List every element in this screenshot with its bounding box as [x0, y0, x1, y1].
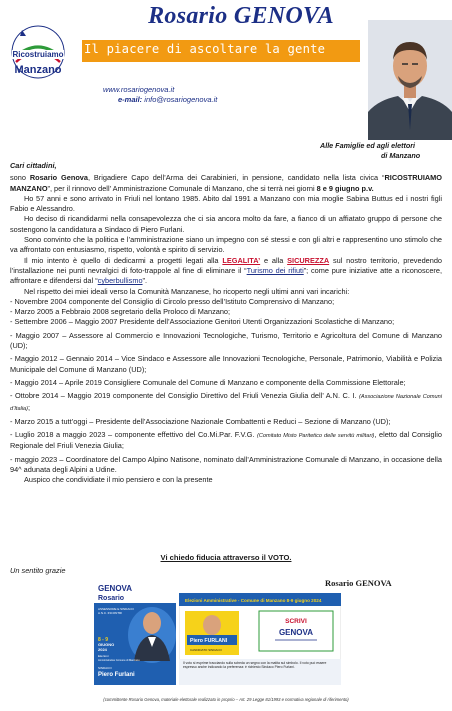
intro-list-name: RICOSTRUIAMO MANZANO	[10, 173, 442, 193]
flyer-candidate-name: Piero FURLANI	[190, 638, 228, 644]
closing-line: Auspico che condividiate il mio pensiero e con la presente	[24, 475, 213, 485]
flyer-role-line2: A.N.C. INCONTRI	[98, 611, 123, 615]
paragraph-bio: Ho 57 anni e sono arrivato in Friuli nel lontano 1985. Abito dal 1991 a Manzano con mia moglie Sabina Buttus ed i nostri figli Fabio e Alessandro.	[10, 193, 442, 214]
intro-dates: 8 e 9 giugno p.v.	[316, 183, 374, 193]
legalita-highlight: LEGALITA’	[222, 255, 261, 265]
thanks-line: Un sentito grazie	[10, 566, 66, 575]
greeting: Cari cittadini,	[10, 161, 57, 170]
dedication-line-1: Alle Famiglie ed agli elettori	[320, 141, 416, 150]
dedication-line-2: di Manzano	[381, 151, 421, 160]
flyer-write-label: SCRIVI	[285, 618, 307, 625]
role-item: - Marzo 2015 a tutt’oggi – Presidente dell’Associazione Nazionale Combattenti e Reduci – Sezione di Manzano (UD);	[10, 416, 391, 426]
sicurezza-highlight: SICUREZZA	[287, 255, 330, 265]
flyer-ballot-card	[179, 593, 341, 685]
role-item: - Settembre 2006 – Maggio 2007 Presidente dell’Associazione Genitori Utenti Organizzazioni Scolastiche di Manzano;	[10, 317, 395, 327]
role-item: - Novembre 2004 componente del Consiglio di Circolo presso dell’Istituto Comprensivo di Manzano;	[10, 296, 335, 306]
flyer-role-line1: ASSESSORE E SINDACO	[98, 607, 134, 611]
paragraph-program: Il mio intento è quello di dedicarmi a progetti legati alla LEGALITA’ e alla SICUREZZA sul nostro territorio, prevedendo l’installazione nei punti nevralgici di foto-trappole al fine di eliminare il “Turismo dei rifiuti”; come pure iniziative atte a riconoscere, affrontare e difendersi dal “cyberbullismo”.	[10, 255, 442, 286]
flyer-name-line2: Rosario	[98, 595, 125, 602]
flyer-mayor-label: SINDACO	[98, 666, 112, 670]
flyer-month: GIUGNO	[98, 642, 115, 647]
letter-body	[10, 161, 442, 486]
logo-text-bottom: Manzano	[14, 64, 62, 76]
flyer-candidate-card	[94, 581, 176, 685]
turismo-rifiuti-highlight: Turismo dei rifiuti	[246, 265, 304, 275]
signature: Rosario GENOVA	[325, 578, 392, 588]
email-line	[118, 95, 217, 104]
role-item: - maggio 2023 – Coordinatore del Campo Alpino Natisone, nominato dall’Amministrazione Comunale di Manzano, in occasione della 94^ adunata degli Alpini a Udine.	[10, 454, 442, 475]
candidate-portrait	[368, 20, 452, 140]
intro-name: Rosario Genova	[29, 173, 88, 183]
logo-text-top: Ricostruiamo	[12, 50, 64, 59]
ricostruiamo-manzano-logo	[8, 24, 68, 80]
flyer-footer-text: Il voto si esprime tracciando sulla scheda un segno con la matita sul simbolo. Il voto può essere espresso anche indicando la preferenza: è richiesto Sindaco Piero Furlani.	[183, 661, 327, 670]
flyer-election-line1: Elezioni	[98, 654, 109, 658]
cyberbullismo-highlight: cyberbullismo	[97, 276, 143, 286]
role-item: - Maggio 2014 – Aprile 2019 Consigliere Comunale del Comune di Manzano e componente della Commissione Elettorale;	[10, 377, 406, 387]
flyer-election-line2: Amministrative Comune di Manzano	[98, 659, 140, 662]
website-link[interactable]: www.rosariogenova.it	[103, 85, 175, 94]
role-item: - Ottobre 2014 – Maggio 2019 componente del Consiglio Direttivo del Friuli Venezia Giulia dell’ A.N. C. I. (Associazione Nazionale Comuni d’Italia);	[10, 391, 442, 412]
legal-footnote: (committente Rosario Genova, materiale elettorale realizzato in proprio – Art. 29 Legge 81/1993 e normativa regionale di riferimento)	[103, 697, 349, 702]
flyer-candidate-sub: CANDIDATO SINDACO	[190, 648, 222, 652]
email-label: e-mail:	[118, 95, 143, 104]
role-item: - Luglio 2018 a maggio 2023 – componente effettivo del Co.Mi.Par. F.V.G. (Comitato Misto Paritetico delle servitù militari), eletto dal Consiglio Regionale del Friuli Venezia Giulia;	[10, 430, 442, 451]
paragraph-intro: sono Rosario Genova, Brigadiere Capo dell’Arma dei Carabinieri, in pensione, candidato nella lista civica “RICOSTRUIAMO MANZANO”, per il rinnovo dell’ Amministrazione Comunale di Manzano, che si terrà nei giorni 8 e 9 giugno p.v.	[10, 173, 442, 193]
email-link[interactable]: info@rosariogenova.it	[144, 95, 218, 104]
flyer-headline: Elezioni Amministrative - Comune di Manzano 8-9 giugno 2024	[185, 598, 322, 603]
flyer-dates: 8 - 9	[98, 637, 109, 643]
flyer-year: 2024	[98, 647, 107, 652]
flyer-mayor-name: Piero Furlani	[98, 672, 135, 678]
slogan-text: Il piacere di ascoltare la gente	[84, 42, 326, 56]
paragraph-roles-intro: Nel rispetto dei miei ideali verso la Comunità Manzanese, ho ricoperto negli ultimi anni vari incarichi:	[24, 286, 350, 296]
flyer-name-line1: GENOVA	[98, 584, 133, 593]
role-item: - Maggio 2012 – Gennaio 2014 – Vice Sindaco e Assessore alle Innovazioni Tecnologiche, Personale, Patrimonio, Viabilità e Polizia Municipale del Comune di Manzano (UD);	[10, 354, 442, 374]
vote-call-to-action: Vi chiedo fiducia attraverso il VOTO.	[160, 553, 292, 562]
role-item: - Marzo 2005 a Febbraio 2008 segretario della Proloco di Manzano;	[10, 307, 231, 317]
paragraph-values: Sono convinto che la politica e l’amministrazione siano un impegno con sé stessi e con gli altri e rappresentino uno stimolo che va affrontato con entusiasmo, rispetto, volontà e spirito di servizio.	[10, 235, 442, 255]
role-item: - Maggio 2007 – Assessore al Commercio e Innovazioni Tecnologiche, Turismo, Territorio e Agricoltura del Comune di Manzano (UD);	[10, 330, 442, 351]
flyer-write-name: GENOVA	[278, 628, 314, 637]
paragraph-decision: Ho deciso di ricandidarmi nella consapevolezza che ci sia ancora molto da fare, a fianco di un affiatato gruppo di persone che sostengono la candidatura a Sindaco di Piero Furlani.	[10, 214, 442, 234]
candidate-name-title: Rosario GENOVA	[148, 3, 334, 29]
